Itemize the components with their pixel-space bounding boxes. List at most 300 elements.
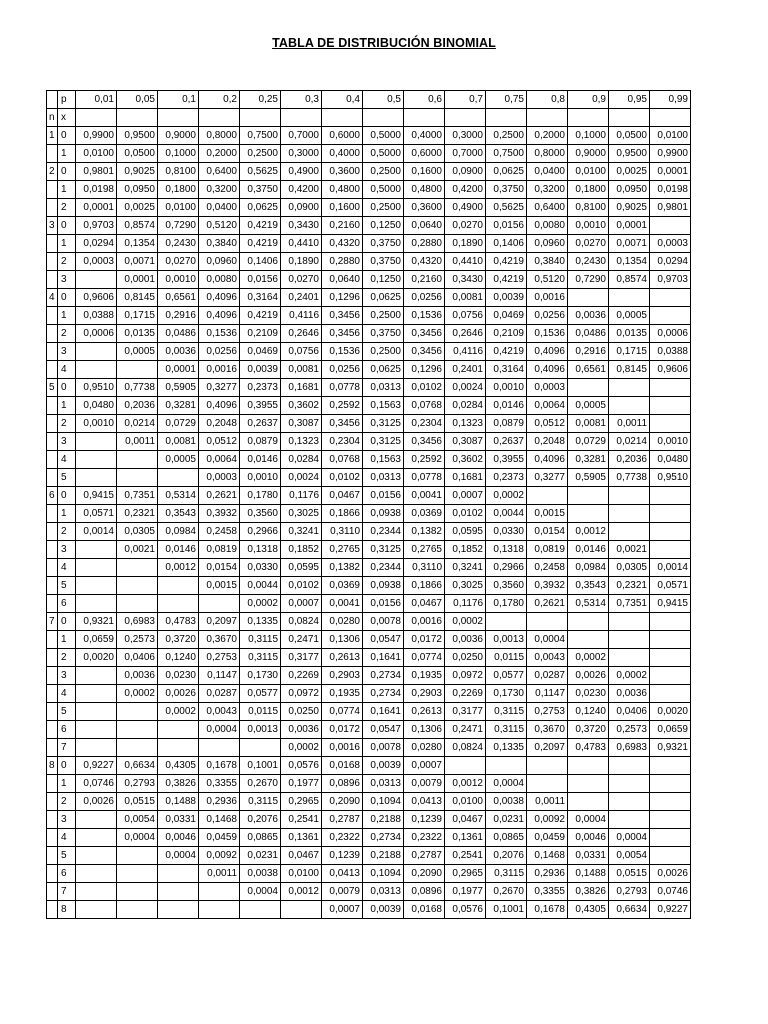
probability-cell [117,703,158,721]
probability-cell: 0,0972 [445,667,486,685]
probability-cell [158,883,199,901]
probability-cell: 0,0002 [281,739,322,757]
probability-cell: 0,0896 [404,883,445,901]
probability-cell: 0,2573 [609,721,650,739]
probability-cell: 0,9606 [76,289,117,307]
probability-cell: 0,2269 [445,685,486,703]
n-cell [47,739,58,757]
probability-cell: 0,0024 [445,379,486,397]
probability-cell: 0,0100 [76,145,117,163]
probability-cell: 0,2765 [404,541,445,559]
probability-cell: 0,1536 [527,325,568,343]
x-cell: 0 [58,289,76,307]
probability-cell: 0,0778 [322,379,363,397]
probability-cell [609,757,650,775]
probability-cell: 0,6000 [404,145,445,163]
n-cell [47,721,58,739]
probability-cell: 0,2541 [281,811,322,829]
probability-cell: 0,0036 [158,343,199,361]
probability-cell: 0,0256 [404,289,445,307]
probability-cell: 0,0865 [486,829,527,847]
probability-cell: 0,1468 [199,811,240,829]
probability-cell: 0,0960 [199,253,240,271]
probability-cell: 0,2500 [363,163,404,181]
probability-cell: 0,1600 [322,199,363,217]
probability-cell [199,901,240,919]
probability-cell: 0,0025 [609,163,650,181]
probability-cell [117,865,158,883]
probability-cell: 0,0006 [76,325,117,343]
probability-cell [568,289,609,307]
probability-cell: 0,0331 [158,811,199,829]
probability-cell: 0,2787 [322,811,363,829]
probability-cell: 0,3826 [568,883,609,901]
probability-cell [117,559,158,577]
probability-cell: 0,0625 [240,199,281,217]
x-cell: 5 [58,469,76,487]
table-row [47,505,691,523]
probability-cell: 0,9703 [76,217,117,235]
probability-cell: 0,0576 [281,757,322,775]
probability-cell: 0,3277 [199,379,240,397]
table-body [47,91,691,919]
probability-cell [158,577,199,595]
probability-cell: 0,9000 [568,145,609,163]
probability-cell: 0,0002 [486,487,527,505]
probability-cell [609,631,650,649]
n-cell [47,811,58,829]
probability-cell: 0,0004 [568,811,609,829]
probability-cell [158,721,199,739]
probability-cell: 0,3840 [199,235,240,253]
probability-cell: 0,1730 [240,667,281,685]
probability-cell: 0,1296 [322,289,363,307]
probability-cell: 0,1468 [527,847,568,865]
x-cell: 1 [58,307,76,325]
probability-cell: 0,0100 [650,127,691,145]
probability-cell: 0,0026 [568,667,609,685]
probability-cell: 0,0016 [322,739,363,757]
probability-cell: 0,0950 [609,181,650,199]
n-cell [47,541,58,559]
probability-cell: 0,0071 [117,253,158,271]
probability-cell: 0,2793 [609,883,650,901]
probability-cell: 0,0168 [404,901,445,919]
table-row [47,181,691,199]
header-empty-cell [486,109,527,127]
table-row [47,775,691,793]
n-cell: 1 [47,127,58,145]
probability-cell: 0,0004 [199,721,240,739]
probability-cell: 0,4410 [445,253,486,271]
probability-cell: 0,4320 [322,235,363,253]
header-empty-cell [199,109,240,127]
probability-cell: 0,2573 [117,631,158,649]
table-row [47,577,691,595]
x-cell: 0 [58,613,76,631]
probability-cell: 0,0469 [240,343,281,361]
probability-cell: 0,2322 [404,829,445,847]
probability-cell: 0,8000 [199,127,240,145]
probability-cell: 0,0413 [322,865,363,883]
probability-cell: 0,0100 [158,199,199,217]
probability-cell: 0,1977 [281,775,322,793]
probability-cell: 0,1250 [363,271,404,289]
probability-cell: 0,1094 [363,865,404,883]
header-row-nx [47,109,691,127]
probability-cell: 0,3355 [199,775,240,793]
x-cell: 5 [58,577,76,595]
probability-cell: 0,6561 [158,289,199,307]
probability-cell: 0,0571 [76,505,117,523]
table-row [47,523,691,541]
probability-cell: 0,1239 [404,811,445,829]
probability-cell: 0,2304 [404,415,445,433]
probability-cell: 0,9500 [117,127,158,145]
probability-cell: 0,0330 [240,559,281,577]
probability-cell: 0,6000 [322,127,363,145]
probability-cell: 0,0284 [281,451,322,469]
probability-cell: 0,1641 [363,703,404,721]
probability-cell: 0,2097 [527,739,568,757]
n-cell [47,415,58,433]
probability-cell: 0,4783 [158,613,199,631]
probability-cell: 0,1323 [281,433,322,451]
n-cell: 2 [47,163,58,181]
probability-cell: 0,0041 [322,595,363,613]
probability-cell: 0,0046 [158,829,199,847]
probability-cell [76,595,117,613]
probability-cell: 0,8574 [117,217,158,235]
probability-cell: 0,1678 [199,757,240,775]
x-cell: 3 [58,343,76,361]
x-cell: 0 [58,217,76,235]
probability-cell: 0,2621 [527,595,568,613]
x-cell: 1 [58,397,76,415]
probability-cell: 0,0515 [117,793,158,811]
n-cell [47,829,58,847]
header-empty-cell [527,109,568,127]
probability-cell: 0,3281 [568,451,609,469]
header-empty-cell [76,109,117,127]
x-cell: 5 [58,703,76,721]
probability-cell [76,847,117,865]
probability-cell: 0,3355 [527,883,568,901]
probability-cell [527,757,568,775]
probability-cell: 0,0500 [609,127,650,145]
probability-cell: 0,1681 [281,379,322,397]
probability-cell: 0,0003 [199,469,240,487]
probability-cell: 0,2076 [240,811,281,829]
probability-cell: 0,0900 [281,199,322,217]
probability-cell: 0,0010 [158,271,199,289]
table-row [47,631,691,649]
probability-cell: 0,2637 [240,415,281,433]
probability-cell: 0,1306 [322,631,363,649]
probability-cell: 0,2036 [117,397,158,415]
probability-cell: 0,2322 [322,829,363,847]
probability-cell: 0,3110 [322,523,363,541]
probability-cell: 0,0172 [404,631,445,649]
probability-cell [609,289,650,307]
probability-cell: 0,2269 [281,667,322,685]
x-cell: 2 [58,253,76,271]
probability-cell: 0,9415 [76,487,117,505]
header-p-value: 0,2 [199,91,240,109]
x-cell: 1 [58,181,76,199]
x-cell: 0 [58,379,76,397]
probability-cell: 0,7738 [117,379,158,397]
n-cell [47,667,58,685]
n-cell [47,883,58,901]
probability-cell: 0,4219 [240,217,281,235]
probability-cell: 0,2188 [363,811,404,829]
probability-cell: 0,3826 [158,775,199,793]
probability-cell: 0,2500 [363,307,404,325]
probability-cell: 0,0231 [240,847,281,865]
probability-cell: 0,0024 [281,469,322,487]
probability-cell: 0,2541 [445,847,486,865]
probability-cell: 0,0004 [117,829,158,847]
probability-cell: 0,0400 [199,199,240,217]
probability-cell [609,613,650,631]
probability-cell: 0,9321 [650,739,691,757]
probability-cell: 0,1318 [486,541,527,559]
probability-cell: 0,0819 [527,541,568,559]
probability-cell: 0,3456 [322,307,363,325]
probability-cell: 0,4219 [486,343,527,361]
probability-cell [76,361,117,379]
probability-cell: 0,0571 [650,577,691,595]
probability-cell: 0,0313 [363,883,404,901]
probability-cell: 0,0938 [363,577,404,595]
probability-cell: 0,2753 [199,649,240,667]
probability-cell: 0,2048 [199,415,240,433]
probability-cell [650,505,691,523]
probability-cell: 0,0013 [240,721,281,739]
probability-cell: 0,1681 [445,469,486,487]
header-p-value: 0,75 [486,91,527,109]
probability-cell: 0,3025 [281,505,322,523]
probability-cell: 0,0006 [650,325,691,343]
probability-cell: 0,0313 [363,775,404,793]
probability-cell: 0,1147 [527,685,568,703]
probability-cell [527,613,568,631]
header-empty-cell [445,109,486,127]
probability-cell: 0,2097 [199,613,240,631]
probability-cell: 0,0459 [527,829,568,847]
probability-cell: 0,0214 [609,433,650,451]
probability-cell: 0,3750 [363,235,404,253]
probability-cell: 0,1866 [404,577,445,595]
probability-cell: 0,1536 [322,343,363,361]
probability-cell: 0,6634 [117,757,158,775]
probability-cell [76,811,117,829]
probability-cell: 0,6634 [609,901,650,919]
probability-cell [240,739,281,757]
probability-cell [240,901,281,919]
probability-cell: 0,0015 [199,577,240,595]
probability-cell: 0,0774 [404,649,445,667]
probability-cell: 0,0002 [568,649,609,667]
probability-cell: 0,9900 [650,145,691,163]
probability-cell: 0,3025 [445,577,486,595]
probability-cell: 0,2903 [322,667,363,685]
probability-cell: 0,0984 [568,559,609,577]
probability-cell: 0,0250 [445,649,486,667]
x-cell: 3 [58,667,76,685]
probability-cell: 0,3932 [527,577,568,595]
probability-cell [609,487,650,505]
probability-cell: 0,3430 [445,271,486,289]
probability-cell: 0,1250 [363,217,404,235]
probability-cell: 0,0746 [650,883,691,901]
probability-cell: 0,0230 [158,667,199,685]
probability-cell: 0,0026 [650,865,691,883]
probability-cell: 0,3750 [240,181,281,199]
x-cell: 4 [58,829,76,847]
probability-cell [650,775,691,793]
probability-cell: 0,0146 [158,541,199,559]
n-cell: 5 [47,379,58,397]
probability-cell: 0,1890 [445,235,486,253]
probability-cell [609,649,650,667]
probability-cell: 0,9025 [609,199,650,217]
n-cell [47,685,58,703]
probability-cell [117,577,158,595]
probability-cell: 0,3241 [281,523,322,541]
probability-cell: 0,0467 [404,595,445,613]
probability-cell: 0,1176 [445,595,486,613]
probability-cell: 0,0007 [445,487,486,505]
probability-cell [650,541,691,559]
probability-cell: 0,0004 [486,775,527,793]
table-row [47,721,691,739]
probability-cell: 0,0081 [568,415,609,433]
probability-cell: 0,0064 [199,451,240,469]
probability-cell: 0,0156 [363,595,404,613]
probability-cell: 0,4116 [445,343,486,361]
probability-cell: 0,2880 [322,253,363,271]
probability-cell: 0,3750 [363,325,404,343]
probability-cell: 0,2965 [445,865,486,883]
probability-cell: 0,0102 [445,505,486,523]
probability-cell: 0,3456 [404,325,445,343]
table-row [47,235,691,253]
probability-cell [158,595,199,613]
probability-cell: 0,2646 [281,325,322,343]
table-row [47,865,691,883]
probability-cell: 0,0001 [609,217,650,235]
probability-cell: 0,0014 [76,523,117,541]
probability-cell: 0,0002 [609,667,650,685]
probability-cell: 0,0011 [117,433,158,451]
probability-cell: 0,0012 [445,775,486,793]
probability-cell: 0,0005 [609,307,650,325]
probability-cell: 0,2637 [486,433,527,451]
probability-cell: 0,1382 [322,559,363,577]
table-row [47,433,691,451]
probability-cell: 0,0004 [240,883,281,901]
probability-cell: 0,0640 [322,271,363,289]
probability-cell: 0,0011 [527,793,568,811]
table-row [47,325,691,343]
table-row [47,451,691,469]
probability-cell: 0,0467 [281,847,322,865]
probability-cell: 0,1406 [240,253,281,271]
probability-cell: 0,2966 [240,523,281,541]
x-cell: 7 [58,739,76,757]
table-row [47,379,691,397]
probability-cell: 0,0824 [445,739,486,757]
probability-cell: 0,0016 [527,289,568,307]
table-row [47,469,691,487]
probability-cell: 0,4800 [322,181,363,199]
n-cell [47,793,58,811]
probability-cell: 0,1335 [486,739,527,757]
n-cell [47,235,58,253]
probability-cell: 0,1935 [404,667,445,685]
probability-cell: 0,0879 [240,433,281,451]
probability-cell: 0,0270 [445,217,486,235]
probability-cell [568,613,609,631]
x-cell: 0 [58,487,76,505]
probability-cell: 0,3115 [240,649,281,667]
probability-cell [117,451,158,469]
probability-cell [650,307,691,325]
probability-cell: 0,1296 [404,361,445,379]
probability-cell: 0,8100 [158,163,199,181]
probability-cell: 0,1852 [281,541,322,559]
probability-cell: 0,1800 [568,181,609,199]
probability-cell: 0,1240 [568,703,609,721]
probability-cell: 0,1406 [486,235,527,253]
probability-cell: 0,0080 [527,217,568,235]
table-row [47,793,691,811]
probability-cell: 0,0280 [404,739,445,757]
probability-cell [76,865,117,883]
probability-cell: 0,0270 [568,235,609,253]
probability-cell: 0,5905 [158,379,199,397]
probability-cell: 0,0547 [363,631,404,649]
probability-cell: 0,0005 [117,343,158,361]
probability-cell: 0,3750 [486,181,527,199]
probability-cell: 0,2471 [445,721,486,739]
probability-cell: 0,4200 [445,181,486,199]
table-row [47,253,691,271]
probability-cell: 0,3000 [281,145,322,163]
probability-cell: 0,0020 [650,703,691,721]
probability-cell: 0,0100 [568,163,609,181]
probability-cell: 0,0001 [650,163,691,181]
probability-cell: 0,3670 [199,631,240,649]
probability-cell: 0,0486 [568,325,609,343]
probability-cell: 0,2613 [322,649,363,667]
probability-cell: 0,3110 [404,559,445,577]
probability-cell: 0,0168 [322,757,363,775]
probability-cell: 0,3115 [486,721,527,739]
probability-cell: 0,1715 [117,307,158,325]
probability-cell: 0,4219 [486,271,527,289]
probability-cell: 0,0010 [568,217,609,235]
table-row [47,829,691,847]
probability-cell: 0,3281 [158,397,199,415]
probability-cell: 0,0467 [322,487,363,505]
probability-cell: 0,7351 [117,487,158,505]
probability-cell: 0,3602 [445,451,486,469]
probability-cell: 0,3430 [281,217,322,235]
probability-cell: 0,0960 [527,235,568,253]
